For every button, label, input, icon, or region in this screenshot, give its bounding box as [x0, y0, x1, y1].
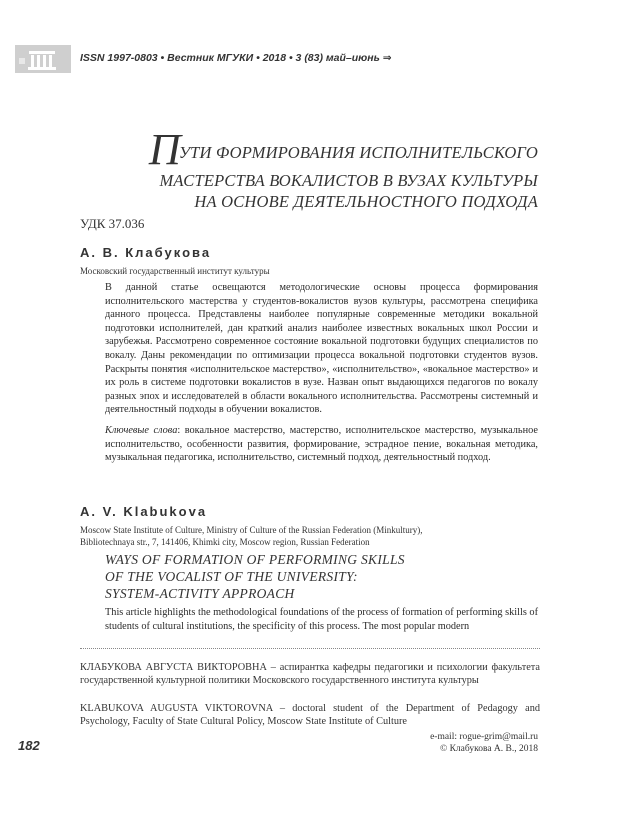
title-en-line-3: SYSTEM-ACTIVITY APPROACH — [105, 586, 295, 601]
affiliation-en-line-2: Bibliotechnaya str., 7, 141406, Khimki city, Moscow region, Russian Federation — [80, 537, 370, 547]
footer-divider — [80, 648, 540, 649]
affiliation-ru: Московский государственный институт культуры — [80, 266, 270, 276]
affiliation-en — [80, 524, 422, 548]
bio-ru-text: – аспирантка кафедры педагогики и психологии факультета государственной культурной политики Московского государственного института культуры — [80, 662, 540, 686]
title-line-1: ПУТИ ФОРМИРОВАНИЯ ИСПОЛНИТЕЛЬСКОГО — [148, 125, 538, 174]
udk-code: УДК 37.036 — [80, 216, 145, 231]
title-line-2: МАСТЕРСТВА ВОКАЛИСТОВ В ВУЗАХ КУЛЬТУРЫ — [159, 171, 538, 190]
title-en — [105, 551, 405, 602]
bio-ru-name: КЛАБУКОВА АВГУСТА ВИКТОРОВНА — [80, 662, 267, 673]
bio-en-text: – doctoral student of the Department of Pedagogy and Psychology, Faculty of State Cultural Policy, Moscow State Institute of Culture — [80, 703, 540, 727]
keywords-label: Ключевые слова — [105, 424, 178, 436]
author-ru: А. В. Клабукова — [80, 245, 212, 260]
author-en: A. V. Klabukova — [80, 504, 208, 519]
bio-en-name: KLABUKOVA AUGUSTA VIKTOROVNA — [80, 703, 273, 714]
page-number: 182 — [18, 738, 40, 753]
abstract-en: This article highlights the methodological foundations of the process of formation of performing skills of students of cultural institutions, the specificity of this process. The most popular modern — [105, 607, 538, 632]
copyright: © Клабукова А. В., 2018 — [439, 744, 538, 754]
bio-ru — [80, 661, 540, 687]
journal-logo-icon — [15, 45, 71, 73]
affiliation-en-line-1: Moscow State Institute of Culture, Ministry of Culture of the Russian Federation (Minkultury), — [80, 525, 423, 535]
article-title — [120, 125, 538, 212]
keywords-text: : вокальное мастерство, мастерство, исполнительское мастерство, музыкальное исполнительство, особенности развития, формирование, эстрадное пение, вокальная методика, музыкальная педагогика, исполнительство, системный подход, деятельностный подход. — [105, 424, 538, 464]
abstract-ru-text: В данной статье освещаются методологические основы процесса формирования исполнительского мастерства у студентов-вокалистов вузов культуры, рассмотрена специфика данного процесса. Представлены наиболее популярные современные методики вокальной подготовки исполнителей, дан краткий анализ наиболее известных вокальных школ России и зарубежья. Рассмотрено современное состояние вокальной подготовки будущих специалистов по вокалу. Даны рекомендации по оптимизации процесса вокальной подготовки студентов вузов. Раскрыты понятия «исполнительское мастерство», «исполнительство», «вокальное мастерство» и их роль в системе подготовки вокалистов в вузе. Назван опыт выдающихся педагогов по вокалу разных эпох и исследователей в области вокального исполнительства. Рассмотрены системный и деятельностный подходы в обучении вокалистов. — [105, 282, 538, 416]
title-en-line-2: OF THE VOCALIST OF THE UNIVERSITY: — [105, 569, 358, 584]
bio-en — [80, 702, 540, 728]
author-email: e-mail: rogue-grim@mail.ru — [430, 732, 538, 742]
title-line-3: НА ОСНОВЕ ДЕЯТЕЛЬНОСТНОГО ПОДХОДА — [194, 192, 538, 211]
journal-header: ISSN 1997-0803 • Вестник МГУКИ • 2018 • 3 (83) май–июнь ⇒ — [80, 52, 392, 64]
title-initial: П — [148, 125, 181, 174]
contact-block — [430, 731, 538, 755]
keywords-ru — [105, 424, 538, 465]
title-en-line-1: WAYS OF FORMATION OF PERFORMING SKILLS — [105, 552, 405, 567]
abstract-ru — [105, 281, 538, 465]
